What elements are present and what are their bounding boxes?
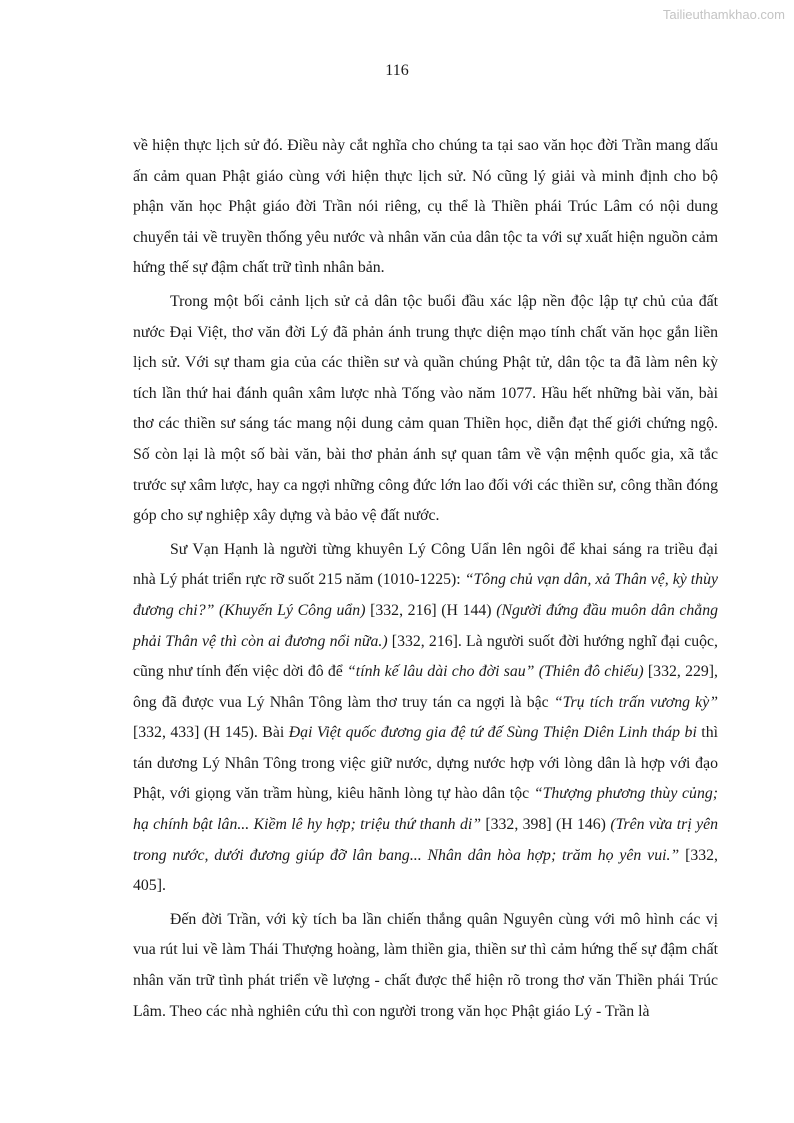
work-title: Đại Việt quốc đương gia đệ tứ đế Sùng Thiện Diên Linh tháp bi bbox=[288, 724, 697, 742]
quote-run: (Trên vừa trị yên trong nước, dưới đương giúp đỡ lân bang... Nhân dân hòa hợp; trăm họ yên vui.” bbox=[133, 816, 718, 864]
body-text bbox=[133, 131, 718, 1027]
quote-run: “Trụ tích trấn vương kỳ” bbox=[553, 693, 718, 711]
watermark: Tailieuthamkhao.com bbox=[662, 7, 785, 22]
text-run: [332, 398] (H 146) bbox=[481, 816, 611, 834]
quote-run: (Người đứng đầu muôn dân chẳng phải Thân vệ thì còn ai đương nổi nữa.) bbox=[133, 601, 718, 650]
quote-run: “Thượng phương thùy củng; hạ chính bật lân... Kiềm lê hy hợp; triệu thứ thanh di” bbox=[133, 785, 719, 834]
paragraph-2: Trong một bối cảnh lịch sử cả dân tộc buổi đầu xác lập nền độc lập tự chủ của đất nước Đại Việt, thơ văn đời Lý đã phản ánh trung thực diện mạo tính chất văn học gắn liền lịch sử. Với sự tham gia của các thiền sư và quần chúng Phật tử, dân tộc ta đã làm nên kỳ tích lần thứ hai đánh quân xâm lược nhà Tống vào năm 1077. Hầu hết những bài văn, bài thơ các thiền sư sáng tác mang nội dung cảm quan Thiền học, diễn đạt thế giới chứng ngộ. Số còn lại là một số bài văn, bài thơ phản ánh sự quan tâm về vận mệnh quốc gia, xã tắc trước sự xâm lược, hay ca ngợi những công đức lớn lao đối với các thiền sư, công thần đóng góp cho sự nghiệp xây dựng và bảo vệ đất nước. bbox=[133, 292, 718, 525]
text-run: [332, 433] (H 145). Bài bbox=[133, 724, 289, 742]
text-run: Sư Vạn Hạnh là người từng khuyên Lý Công Uẩn lên ngôi để khai sáng ra triều đại nhà Lý phát triển rực rỡ suốt 215 năm (1010-1225): bbox=[133, 540, 718, 589]
text-run: [332, 216]. Là người suốt đời hướng nghĩ đại cuộc, cũng như tính đến việc dời đô để bbox=[133, 632, 718, 681]
paragraph-1: về hiện thực lịch sử đó. Điều này cắt nghĩa cho chúng ta tại sao văn học đời Trần mang dấu ấn cảm quan Phật giáo cùng với hiện thực lịch sử. Nó cũng lý giải và minh định cho bộ phận văn học Phật giáo đời Trần nói riêng, cụ thể là Thiền phái Trúc Lâm có nội dung chuyển tải về truyền thống yêu nước và nhân văn của dân tộc ta với sự xuất hiện nguồn cảm hứng thế sự đậm chất trữ tình nhân bản. bbox=[133, 137, 718, 277]
text-run: [332, 405]. bbox=[133, 846, 718, 895]
quote-run: “tính kế lâu dài cho đời sau” (Thiên đô chiếu) bbox=[347, 663, 644, 681]
quote-run: “Tông chủ vạn dân, xả Thân vệ, kỳ thùy đương chi?” (Khuyến Lý Công uẩn) bbox=[133, 571, 718, 619]
text-run: [332, 229], ông đã được vua Lý Nhân Tông làm thơ truy tán ca ngợi là bậc bbox=[133, 663, 718, 711]
paragraph-4: Đến đời Trần, với kỳ tích ba lần chiến thắng quân Nguyên cùng với mô hình các vị vua rút lui về làm Thái Thượng hoàng, làm thiền gia, thiền sư thì cảm hứng thế sự đậm chất nhân văn trữ tình phát triển về lượng - chất được thể hiện rõ trong thơ văn Thiền phái Trúc Lâm. Theo các nhà nghiên cứu thì con người trong văn học Phật giáo Lý - Trần là bbox=[133, 910, 718, 1020]
text-run: [332, 216] (H 144) bbox=[365, 601, 497, 619]
text-run: thì tán dương Lý Nhân Tông trong việc giữ nước, dựng nước hợp với lòng dân là hợp với đạo Phật, với giọng văn trầm hùng, kiêu hãnh lòng tự hào dân tộc bbox=[133, 724, 718, 803]
paragraph-3 bbox=[133, 535, 718, 902]
page-number: 116 bbox=[385, 62, 409, 79]
